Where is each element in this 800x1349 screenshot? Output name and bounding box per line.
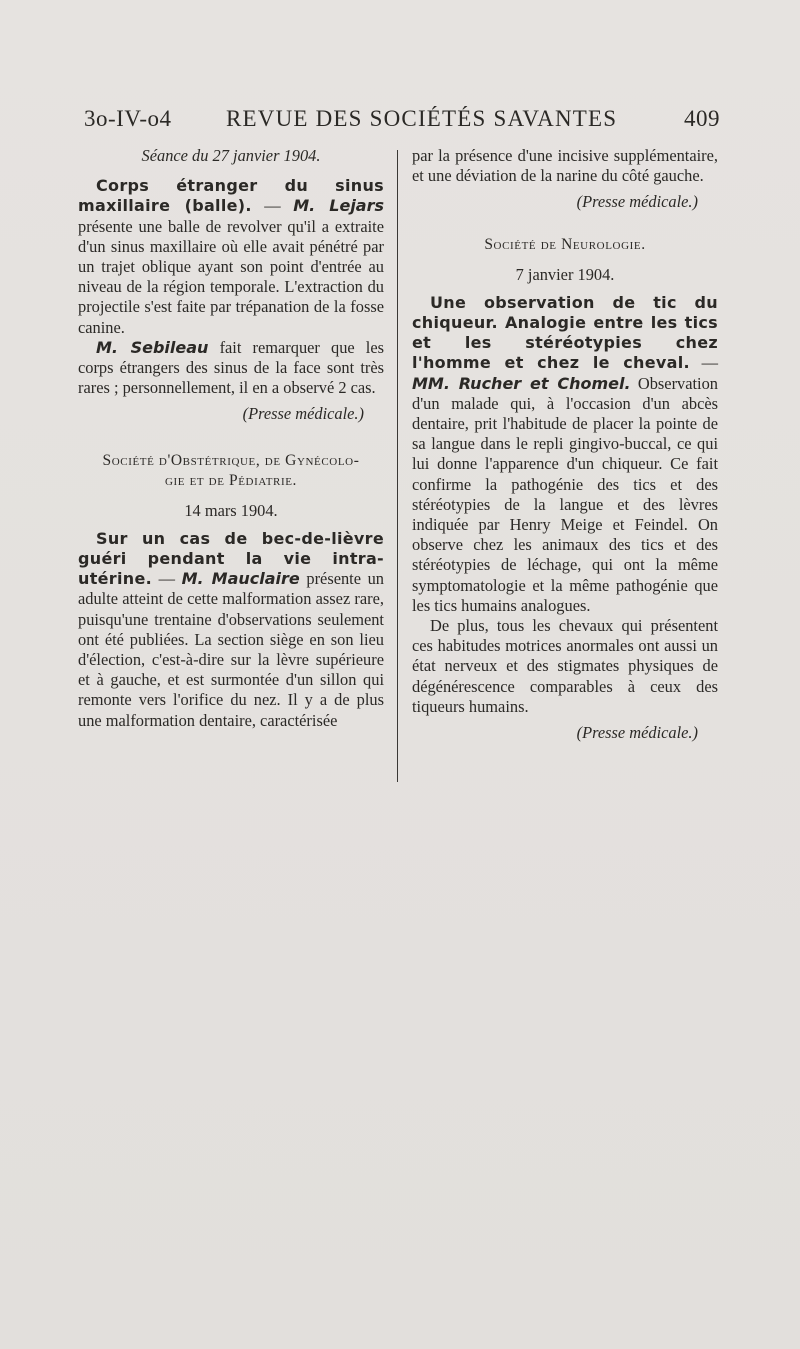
article-source: (Presse médicale.) <box>242 404 364 424</box>
column-divider <box>397 150 398 782</box>
journal-title: REVUE DES SOCIÉTÉS SAVANTES <box>226 106 618 131</box>
article-reply <box>78 338 384 399</box>
reply-body: fait remarquer que les corps étrangers des sinus de la face sont très rares ; personnellement, il en a observé 2 cas. <box>78 337 384 398</box>
dash: — <box>152 569 182 589</box>
article-author: M. Mauclaire <box>181 569 300 589</box>
article-foreign-body <box>78 176 384 338</box>
society-heading <box>78 451 384 491</box>
article-authors: MM. Rucher et Chomel. <box>412 373 631 393</box>
page-number: 409 <box>684 106 720 131</box>
issue-date: 3o-IV-o4 <box>84 106 172 131</box>
society-line: Société de Neurologie. <box>484 235 646 253</box>
article-body: présente une balle de revolver qu'il a extraite d'un sinus maxillaire où elle avait pénétré par un trajet oblique ayant son point d'entrée au niveau de la région temporale. L'extraction du projectile s'est faite par trépanation de la fosse canine. <box>78 216 384 337</box>
article-tic <box>412 293 718 616</box>
session-date: 14 mars 1904. <box>184 500 278 520</box>
society-line: gie et de Pédiatrie. <box>164 471 298 489</box>
society-heading <box>412 235 718 255</box>
article-title: Une observation de tic du chiqueur. Analogie entre les tics et les stéréotypies chez l'homme et chez le cheval. <box>412 292 718 373</box>
running-header <box>84 106 720 140</box>
article-source: (Presse médicale.) <box>576 723 698 743</box>
session-date: 7 janvier 1904. <box>515 264 615 284</box>
article-title: Sur un cas de bec-de-lièvre guéri pendant la vie intra-utérine. <box>78 528 384 589</box>
article-body: Observation d'un malade qui, à l'occasion d'un abcès dentaire, prit l'habitude de placer la pointe de sa langue dans le repli gingivo-buccal, ce qui lui donne l'apparence d'un chiqueur. Ce fait confirme la pathogénie des tics et des stéréotypies de la langue et des lèvres indiquée par Henry Meige et Feindel. On observe chez les animaux des tics et des stéréotypies de léchage, qui ont la même symptomatologie et la même pathogénie que les tics humains analogues. <box>412 373 719 615</box>
article-continuation: par la présence d'une incisive supplémentaire, et une déviation de la narine du côté gauche. <box>412 146 718 186</box>
article-source: (Presse médicale.) <box>576 192 698 212</box>
article-title: Corps étranger du sinus maxillaire (balle). <box>78 176 384 216</box>
left-column <box>78 146 384 731</box>
session-date: Séance du 27 janvier 1904. <box>141 146 321 165</box>
right-column <box>412 146 718 743</box>
dash: — <box>689 353 718 373</box>
reply-author: M. Sebileau <box>96 337 209 357</box>
article-cleft-lip <box>78 529 384 731</box>
article-paragraph: De plus, tous les chevaux qui présentent ces habitudes motrices anormales ont aussi un état nerveux et des stigmates physiques de dégénérescence comparables à ceux des tiqueurs humains. <box>412 616 718 716</box>
dash: — <box>251 196 294 216</box>
article-body: présente un adulte atteint de cette malformation assez rare, puisqu'une trentaine d'observations seulement ont été publiées. La section siège en son lieu d'élection, c'est-à-dire sur la lèvre supérieure et à gauche, et est surmontée d'un sillon qui remonte vers l'orifice du nez. Il y a de plus une malformation dentaire, caractérisée <box>78 569 385 730</box>
article-author: M. Lejars <box>293 196 385 216</box>
society-line: Société d'Obstétrique, de Gynécolo- <box>102 451 360 469</box>
